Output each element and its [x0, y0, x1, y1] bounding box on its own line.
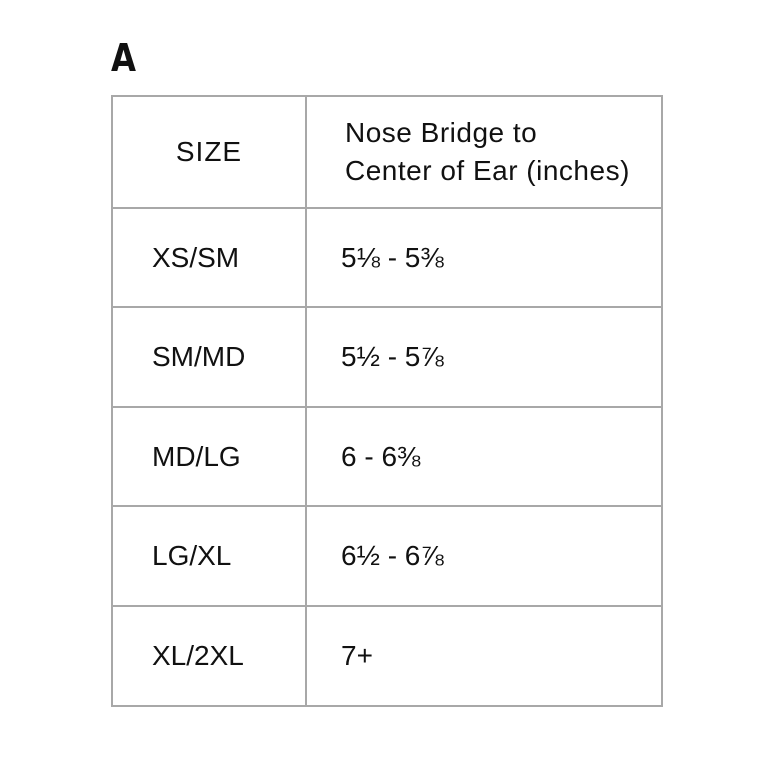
measurement-header-line-2: Center of Ear (inches) [345, 155, 630, 186]
measurement-cell: 5½ - 5⅞ [306, 307, 662, 407]
table-row [112, 307, 662, 407]
measurement-cell: 6½ - 6⅞ [306, 506, 662, 606]
size-cell: SM/MD [112, 307, 306, 407]
size-cell: LG/XL [112, 506, 306, 606]
measurement-cell: 7+ [306, 606, 662, 706]
measurement-header-line-1: Nose Bridge to [345, 117, 538, 148]
size-column-header: SIZE [112, 96, 306, 208]
table-row [112, 506, 662, 606]
size-cell: XL/2XL [112, 606, 306, 706]
table-row [112, 208, 662, 307]
measurement-cell: 5⅛ - 5⅜ [306, 208, 662, 307]
table-header-row [112, 96, 662, 208]
size-cell: MD/LG [112, 407, 306, 506]
table-row [112, 407, 662, 506]
size-cell: XS/SM [112, 208, 306, 307]
figure-label: A [111, 36, 137, 80]
table-row [112, 606, 662, 706]
measurement-cell: 6 - 6⅜ [306, 407, 662, 506]
measurement-column-header [306, 96, 662, 208]
size-chart-table [111, 95, 663, 707]
